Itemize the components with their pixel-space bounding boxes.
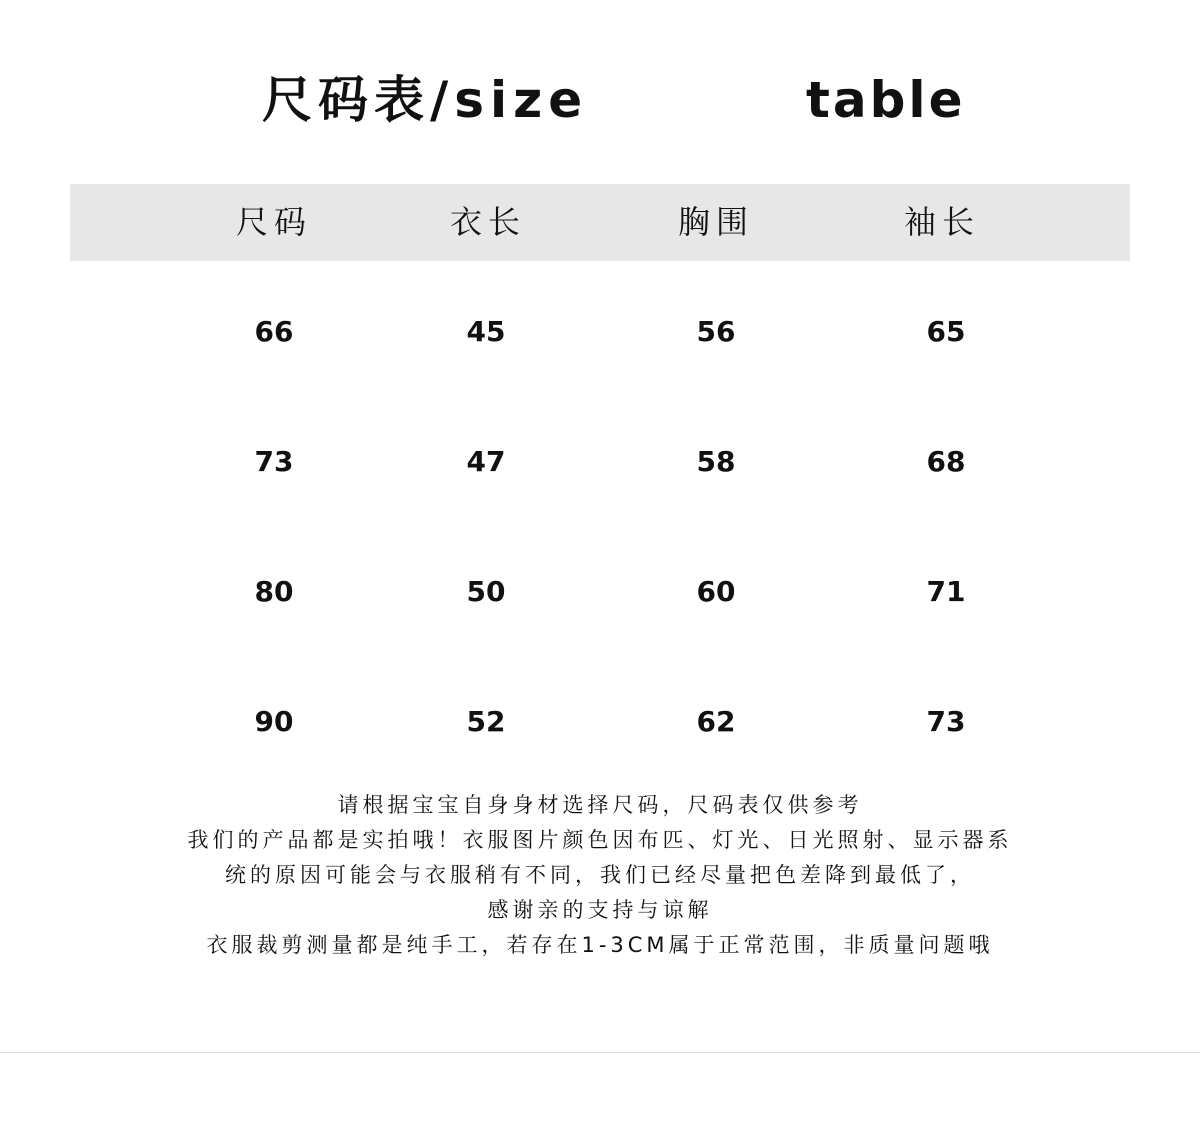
note-line: 衣服裁剪测量都是纯手工，若存在1-3CM属于正常范围，非质量问题哦 [206,933,994,957]
cell-size: 66 [254,315,294,348]
cell-sleeve: 73 [926,705,966,738]
note-line: 统的原因可能会与衣服稍有不同，我们已经尽量把色差降到最低了， [225,863,975,887]
cell-length: 50 [466,575,506,608]
title-left-text: 尺码表/size [262,71,589,129]
bottom-divider [0,1052,1200,1053]
cell-chest: 58 [696,445,736,478]
table-row [0,432,1200,492]
table-row [0,692,1200,752]
cell-length: 52 [466,705,506,738]
cell-size: 73 [254,445,294,478]
title-right-text: table [806,71,966,129]
cell-chest: 56 [696,315,736,348]
header-length: 衣长 [449,203,526,241]
cell-length: 47 [466,445,506,478]
table-header-band [70,184,1130,261]
note-line: 请根据宝宝自身身材选择尺码，尺码表仅供参考 [337,793,863,817]
cell-sleeve: 68 [926,445,966,478]
header-sleeve: 袖长 [903,203,980,241]
note-line: 我们的产品都是实拍哦！衣服图片颜色因布匹、灯光、日光照射、显示器系 [187,828,1013,852]
cell-size: 80 [254,575,294,608]
cell-sleeve: 65 [926,315,966,348]
cell-size: 90 [254,705,294,738]
header-chest: 胸围 [677,203,754,241]
cell-length: 45 [466,315,506,348]
note-line: 感谢亲的支持与谅解 [487,898,713,922]
table-row [0,302,1200,362]
size-notes [0,788,1200,963]
cell-sleeve: 71 [926,575,966,608]
page-title [0,62,1200,142]
cell-chest: 62 [696,705,736,738]
header-size: 尺码 [235,203,312,241]
cell-chest: 60 [696,575,736,608]
table-row [0,562,1200,622]
